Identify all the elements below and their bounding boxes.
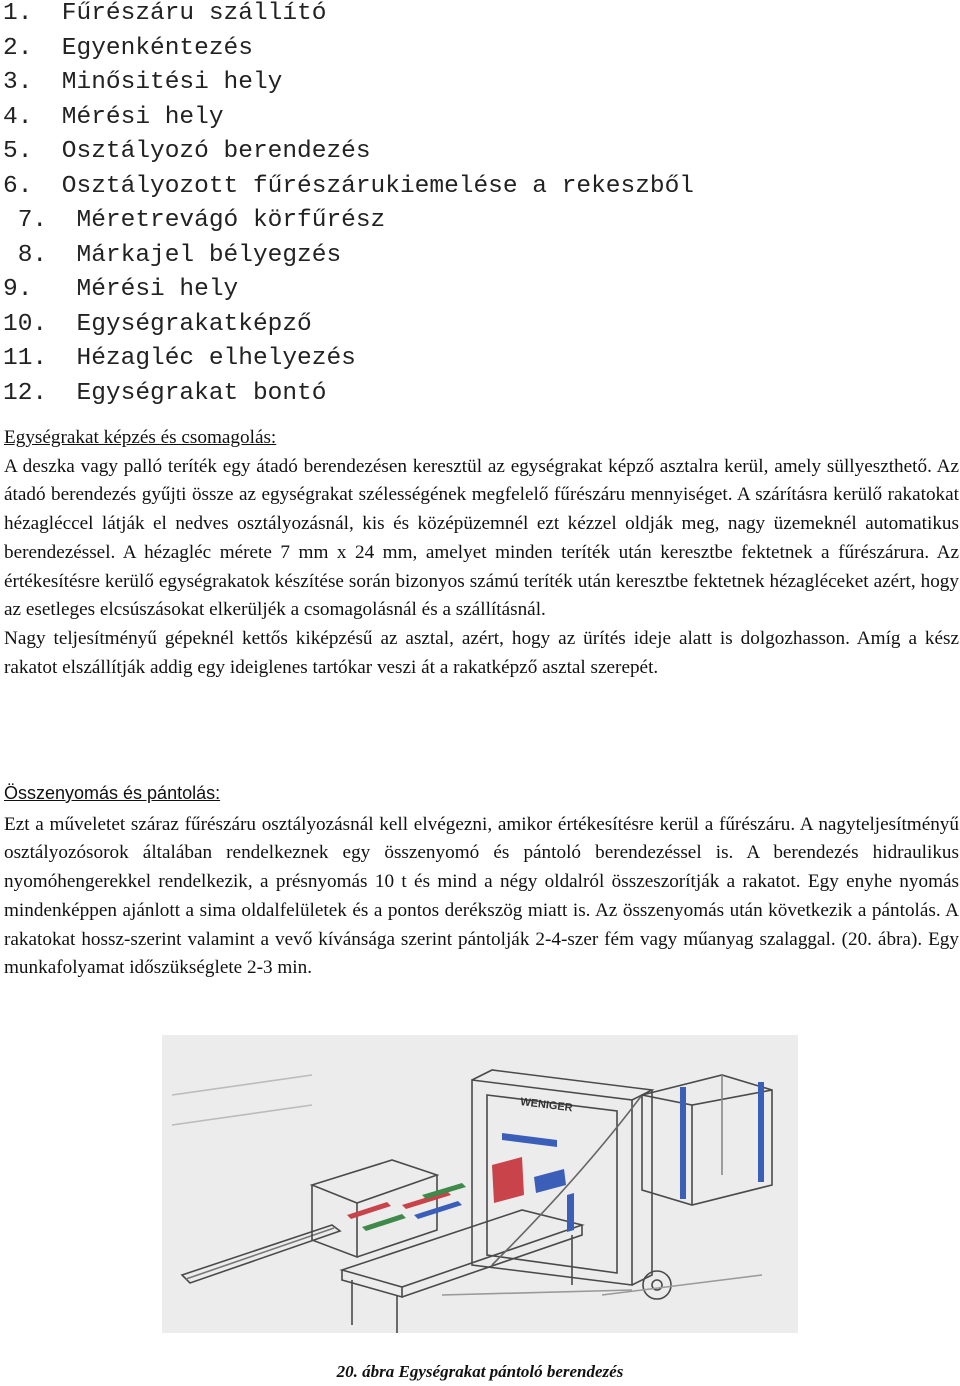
list-item: 4. Mérési hely	[3, 103, 224, 131]
section-compression	[4, 779, 959, 983]
machine-brand-label: WENIGER	[519, 1096, 574, 1115]
list-item: 9. Mérési hely	[3, 276, 239, 303]
paragraph: Nagy teljesítményű gépeknél kettős kiképzésű az asztal, azért, hogy az ürítés ideje alatt is dolgozhasson. Amíg a kész rakatot elszállítják addig egy ideiglenes tartókar veszi át a rakatképző asztal szerepét.	[4, 627, 959, 678]
paragraph: Ezt a műveletet száraz fűrészáru osztályozásnál kell elvégezni, amikor értékesítésre kerül a fűrészáru. A nagyteljesítményű osztályozósorok általában rendelkeznek egy összenyomó és pántoló berendezéssel is. A berendezés hidraulikus nyomóhengerekkel rendelkezik, a présnyomás 10 t és mind a négy oldalról összeszorítják a rakatot. Egy enyhe nyomás mindenképpen ajánlott a sima oldalfelületek és a pontos derékszög miatt is. Az összenyomás után következik a pántolás. A rakatokat hossz-szerint valamint a vevő kívánsága szerint pántolják 2-4-szer fém vagy műanyag szalaggal. (20. ábra). Egy munkafolyamat időszükséglete 2-3 min.	[4, 813, 959, 979]
section-heading: Összenyomás és pántolás:	[4, 783, 221, 803]
list-item: 12. Egységrakat bontó	[3, 379, 327, 407]
list-item: 2. Egyenkéntezés	[3, 34, 253, 62]
list-item: 7. Méretrevágó körfűrész	[3, 207, 386, 234]
strapping-machine-figure	[162, 1035, 798, 1333]
list-item: 10. Egységrakatképző	[3, 310, 312, 338]
list-item: 8. Márkajel bélyegzés	[3, 241, 342, 269]
list-item: 11. Hézagléc elhelyezés	[3, 345, 356, 372]
section-heading: Egységrakat képzés és csomagolás:	[4, 427, 277, 448]
list-item: 1. Fűrészáru szállító	[3, 0, 327, 27]
strapping-machine-illustration	[162, 1035, 798, 1333]
paragraph: A deszka vagy palló teríték egy átadó berendezésen keresztül az egységrakat képző asztalra kerül, amely süllyeszthető. Az átadó berendezés gyűjti össze az egységrakat szélességének megfelelő fűrészáru mennyiséget. A szárításra kerülő rakatokat hézagléccel látják el nedves osztályozásnál, kis és középüzemnél ezt kézzel oldják meg, nagy üzemeknél automatikus berendezéssel. A hézagléc mérete 7 mm x 24 mm, amelyet minden teríték után keresztbe fektetnek a fűrészárura. Az értékesítésre kerülő egységrakatok készítése során bizonyos számú teríték után keresztbe fektetnek hézagléceket azért, hogy az esetleges elcsúszásokat elkerüljék a csomagolásnál és a szállításnál.	[4, 455, 959, 621]
list-item: 3. Minősitési hely	[3, 69, 283, 96]
list-item: 6. Osztályozott fűrészárukiemelése a rekeszből	[3, 172, 695, 200]
figure-caption: 20. ábra Egységrakat pántoló berendezés	[336, 1362, 624, 1381]
process-steps-list	[3, 0, 694, 411]
list-item: 5. Osztályozó berendezés	[3, 138, 371, 165]
section-unit-load	[4, 424, 959, 682]
